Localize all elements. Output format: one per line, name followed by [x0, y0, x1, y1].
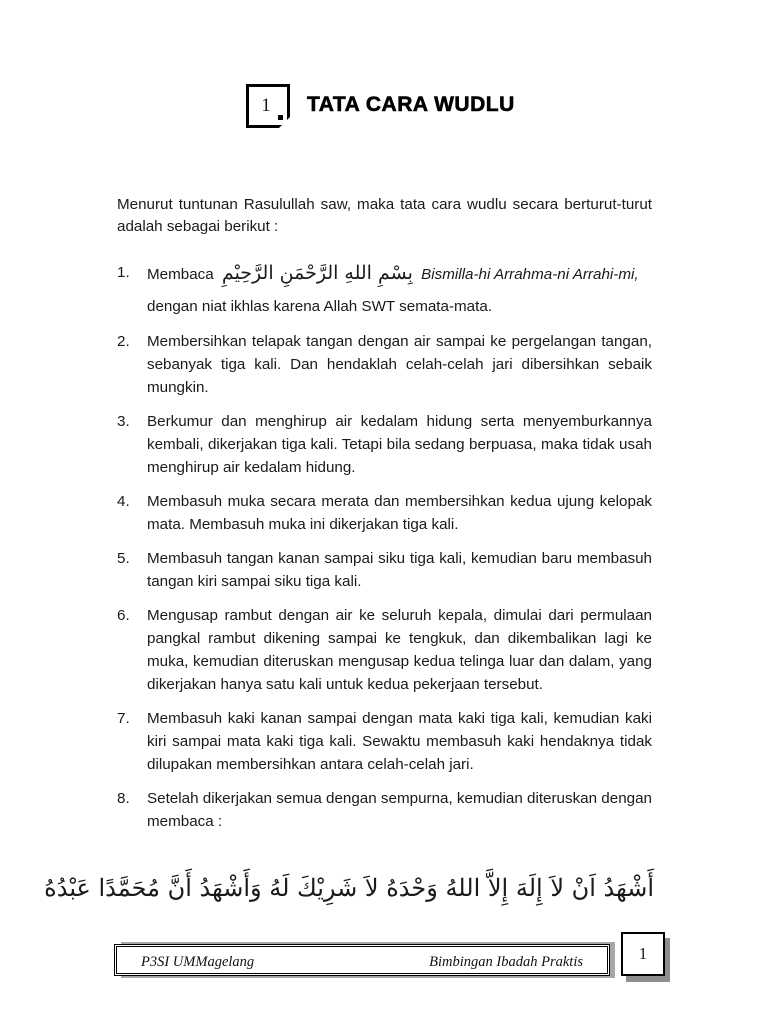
page-number: 1 — [638, 944, 648, 963]
list-item — [117, 410, 652, 479]
list-item — [117, 604, 652, 696]
list-item — [117, 490, 652, 536]
step-number: 1. — [117, 264, 130, 281]
basmalah-transliteration: Bismilla-hi Arrahma-ni Arrahi-mi, — [421, 266, 639, 283]
wudlu-steps-list — [117, 258, 652, 844]
step-text: Membasuh kaki kanan sampai dengan mata kaki tiga kali, kemudian kaki kiri sampai mata kaki tiga kali. Sewaktu membasuh kaki hendaknya tidak dilupakan membersihkan antara celah-celah jari. — [147, 710, 652, 773]
step-number: 8. — [117, 790, 130, 807]
chapter-title: TATA CARA WUDLU — [307, 93, 515, 116]
list-item — [117, 330, 652, 399]
step-text: Berkumur dan menghirup air kedalam hidung serta menyemburkannya kembali, dikerjakan tiga kali. Tetapi bila sedang berpuasa, maka tidak usah menghirup air kedalam hidung. — [147, 413, 652, 476]
step-number: 4. — [117, 493, 130, 510]
step-prefix: Membaca — [147, 266, 214, 283]
step-text: Setelah dikerjakan semua dengan sempurna, kemudian diteruskan dengan membaca : — [147, 790, 652, 830]
footer-publisher: P3SI UMMagelang — [141, 954, 255, 970]
intro-paragraph: Menurut tuntunan Rasulullah saw, maka tata cara wudlu secara berturut-turut adalah sebagai berikut : — [117, 196, 652, 235]
list-item — [117, 258, 652, 324]
list-item — [117, 547, 652, 593]
step-number: 6. — [117, 607, 130, 624]
list-item — [117, 787, 652, 833]
step-text: Mengusap rambut dengan air ke seluruh kepala, dimulai dari permulaan pangkal rambut dikening sampai ke tengkuk, dan dikembalikan lagi ke muka, kemudian diteruskan mengusap kedua telinga luar dan dalam, yang dikerjakan hanya satu kali untuk kedua pekerjaan tersebut. — [147, 607, 652, 693]
step-continuation: dengan niat ikhlas karena Allah SWT semata-mata. — [147, 298, 492, 315]
step-number: 2. — [117, 333, 130, 350]
step-number: 7. — [117, 710, 130, 727]
footer-bar — [114, 944, 610, 976]
basmalah-arabic: بِسْمِ اللهِ الرَّحْمَنِ الرَّحِيْمِ — [221, 262, 413, 284]
chapter-number: 1 — [261, 95, 271, 116]
page-number-box — [621, 932, 665, 976]
chapter-number-box — [246, 84, 290, 128]
step-number: 3. — [117, 413, 130, 430]
footer-book-title: Bimbingan Ibadah Praktis — [429, 954, 583, 970]
step-text: Membasuh muka secara merata dan membersihkan kedua ujung kelopak mata. Membasuh muka ini dikerjakan tiga kali. — [147, 493, 652, 533]
step-text: Membasuh tangan kanan sampai siku tiga kali, kemudian baru membasuh tangan kiri sampai siku tiga kali. — [147, 550, 652, 590]
step-number: 5. — [117, 550, 130, 567]
shahada-arabic-text: أَشْهَدُ اَنْ لاَ إِلَهَ إِلاَّ اللهُ وَحْدَهُ لاَ شَرِيْكَ لَهُ وَأَشْهَدُ أَنَّ مُحَمَّدًا عَبْدُهُ — [44, 874, 654, 902]
step-text: Membersihkan telapak tangan dengan air sampai ke pergelangan tangan, sebanyak tiga kali. Dan hendaklah celah-celah jari dibersihkan sebaik mungkin. — [147, 333, 652, 396]
list-item — [117, 707, 652, 776]
